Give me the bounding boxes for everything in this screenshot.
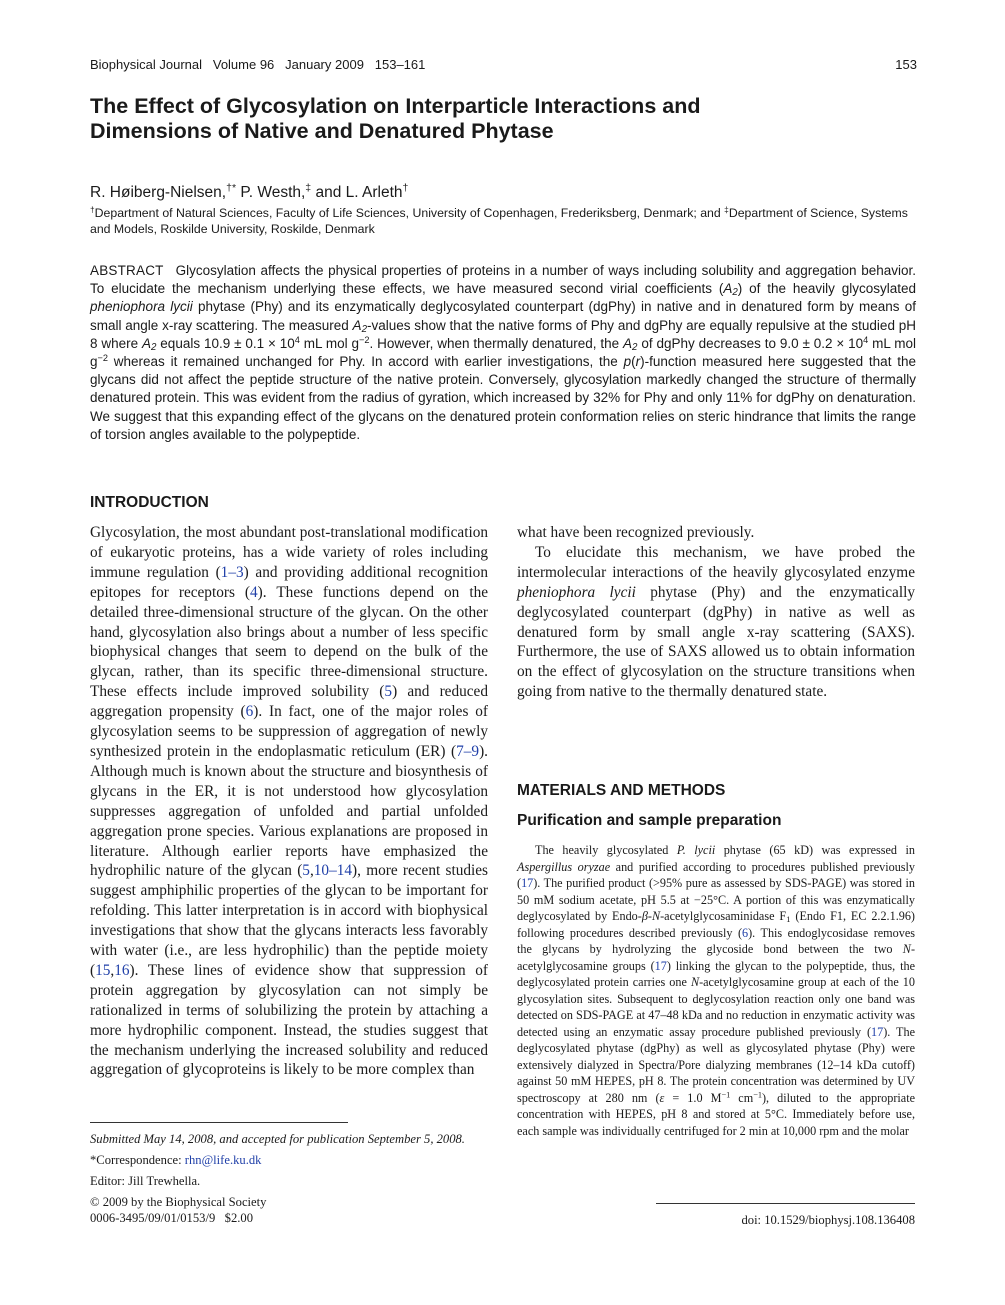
introduction-right-column — [517, 523, 915, 702]
article-title: The Effect of Glycosylation on Interparticle Interactions and Dimensions of Native and Denatured Phytase — [90, 94, 701, 143]
correspondence-email-link[interactable]: rhn@life.ku.dk — [184, 1153, 262, 1167]
introduction-left-column — [90, 523, 488, 1080]
journal-citation: Biophysical Journal Volume 96 January 2009 153–161 — [90, 57, 426, 72]
author-arleth: L. Arleth — [345, 184, 403, 201]
doi: doi: 10.1529/biophysj.108.136408 — [741, 1213, 915, 1227]
ref-link-6[interactable]: 6 — [245, 703, 254, 721]
methods-heading: MATERIALS AND METHODS — [517, 782, 726, 799]
correspondence-note: *Correspondence: rhn@life.ku.dk — [90, 1153, 262, 1167]
ref-link-1-3[interactable]: 1–3 — [220, 563, 244, 581]
author-list: R. Høiberg-Nielsen,†* P. Westh,‡ and L. Arleth† — [90, 182, 409, 201]
affiliations: †Department of Natural Sciences, Faculty of Life Sciences, University of Copenhagen, Frederiksberg, Denmark; and ‡Department of Science, Systems and Models, Roskilde University, Roskilde, Denmark — [90, 204, 908, 236]
ref-link-17c[interactable]: 17 — [871, 1024, 884, 1039]
author-westh: P. Westh, — [240, 184, 306, 201]
footnote-rule — [90, 1122, 348, 1123]
ref-link-10-14[interactable]: 10–14 — [313, 862, 353, 880]
methods-subheading: Purification and sample preparation — [517, 812, 782, 829]
introduction-heading: INTRODUCTION — [90, 494, 209, 511]
methods-paragraph: The heavily glycosylated P. lycii phytase (65 kD) was expressed in Aspergillus oryzae and purified according to procedures published previously (17). The purified product (>95% pure as assessed by SDS-PAGE) was stored in 50 mM sodium acetate, pH 5.5 at −25°C. A portion of this was enzymatically deglycosylated by Endo-β-N-acetylglycosaminidase $F_1$ (Endo F1, EC 2.2.1.96) following procedures described previously (6). This endoglycosidase removes the glycans by hydrolyzing the glycoside bond between the two N-acetylglycosamine groups (17) linking the glycan to the polypeptide, thus, the deglycosylated protein carries one N-acetylglycosamine group at each of the 10 glycosylation sites. Subsequent to deglycosylation reaction only one band was detected on SDS-PAGE at 47–48 kDa and no reduction in enzymatic activity was detected using an enzymatic assay procedure published previously (17). The deglycosylated phytase (dgPhy) as well as glycosylated phytase (Phy) were extensively dialyzed in Spectra/Pore dialyzing membranes (12–14 kDa cutoff) against 50 mM HEPES, pH 8. The protein concentration was determined by UV spectroscopy at 280 nm (ε = 1.0 $M^{-1}$ $cm^{-1}$), diluted to the appropriate concentration with HEPES, pH 8 and stored at 5°C. Immediately before use, each sample was individually centrifuged for 2 min at 10,000 rpm and the molar — [517, 843, 916, 1138]
introduction-paragraph-2: To elucidate this mechanism, we have probed the intermolecular interactions of the heavily glycosylated enzyme pheniophora lycii phytase (Phy) and the enzymatically deglycosylated counterpart (dgPhy) in native as well as denatured form by small angle x-ray scattering (SAXS). Furthermore, the use of SAXS allowed us to obtain information on the effect of glycosylation on the structure transitions when going from native to the thermally denatured state. — [517, 543, 915, 701]
ref-link-15[interactable]: 15 — [95, 961, 111, 979]
ref-link-4[interactable]: 4 — [250, 583, 258, 601]
introduction-paragraph-1: Glycosylation, the most abundant post-translational modification of eukaryotic proteins, has a wide variety of roles including immune regulation (1–3) and providing additional recognition epitopes for receptors (4). These functions depend on the detailed three-dimensional structure of the glycan. On the other hand, glycosylation also brings about a number of less specific biophysical changes that seem to depend on the bulk of the glycan, rather, than its specific three-dimensional structure. These effects include improved solubility (5) and reduced aggregation propensity (6). In fact, one of the major roles of glycosylation seems to be suppression of aggregation of newly synthesized protein in the endoplasmatic reticulum (ER) (7–9). Although much is known about the structure and biosynthesis of glycans in the ER, it is not understood how glycosylation suppresses aggregation of unfolded and partial unfolded aggregation prone species. Various explanations are proposed in literature. Although earlier reports have emphasized the hydrophilic nature of the glycan (5,10–14), more recent studies suggest amphiphilic properties of the glycan to be important for refolding. This latter interpretation is in accord with biophysical investigations that show that the glycans interacts less favorably with water (i.e., are less hydrophilic) than the peptide moiety (15,16). These lines of evidence show that suppression of protein aggregation by glycosylation can not simply be rationalized in terms of solubilizing the protein by attaching a more hydrophilic component. Instead, the studies suggest that the mechanism underlying the increased solubility and reduced aggregation of glycoproteins is likely to be more complex than — [90, 524, 489, 1079]
doi-rule — [656, 1203, 915, 1204]
ref-link-6b[interactable]: 6 — [742, 925, 749, 940]
author-hoiberg-nielsen: R. Høiberg-Nielsen, — [90, 184, 227, 201]
abstract: ABSTRACT Glycosylation affects the physical properties of proteins in a number of ways including solubility and aggregation behavior. To elucidate the mechanism underlying these effects, we have measured second virial coefficients $(A_2)$ of the heavily glycosylated pheniophora lycii phytase (Phy) and its enzymatically deglycosylated counterpart (dgPhy) in native and in denatured form by means of small angle x-ray scattering. The measured $A_2$-values show that the native forms of Phy and dgPhy are equally repulsive at the studied pH 8 where $A_2$ equals $10.9 \pm 0.1 \times 10^4$ mL mol $g^{-2}$. However, when thermally denatured, the $A_2$ of dgPhy decreases to $9.0 \pm 0.2 \times 10^4$ mL mol $g^{-2}$ whereas it remained unchanged for Phy. In accord with earlier investigations, the p(r)-function measured here suggested that the glycans did not affect the peptide structure of the native protein. Conversely, glycosylation markedly changed the structure of thermally denatured protein. This was evident from the radius of gyration, which increased by 32% for Phy and only 11% for dgPhy on denaturation. We suggest that this expanding effect of the glycans on the denatured protein conformation relies on steric hindrance that limits the range of torsion angles available to the polypeptide. — [90, 263, 917, 442]
editor-note: Editor: Jill Trewhella. — [90, 1174, 201, 1188]
introduction-paragraph-1-continued: what have been recognized previously. — [517, 524, 755, 541]
page-number: 153 — [895, 57, 917, 72]
ref-link-7-9[interactable]: 7–9 — [456, 742, 480, 760]
footnotes — [90, 1131, 510, 1226]
copyright-note: © 2009 by the Biophysical Society — [90, 1195, 267, 1209]
abstract-label: ABSTRACT — [90, 263, 164, 278]
ref-link-16[interactable]: 16 — [114, 961, 130, 979]
submission-note: Submitted May 14, 2008, and accepted for publication September 5, 2008. — [90, 1132, 465, 1146]
ref-link-17b[interactable]: 17 — [654, 958, 667, 973]
ref-link-17[interactable]: 17 — [521, 876, 534, 890]
ref-link-5b[interactable]: 5 — [302, 862, 310, 880]
issn-note: 0006-3495/09/01/0153/9 $2.00 — [90, 1211, 254, 1225]
ref-link-5[interactable]: 5 — [384, 683, 393, 701]
